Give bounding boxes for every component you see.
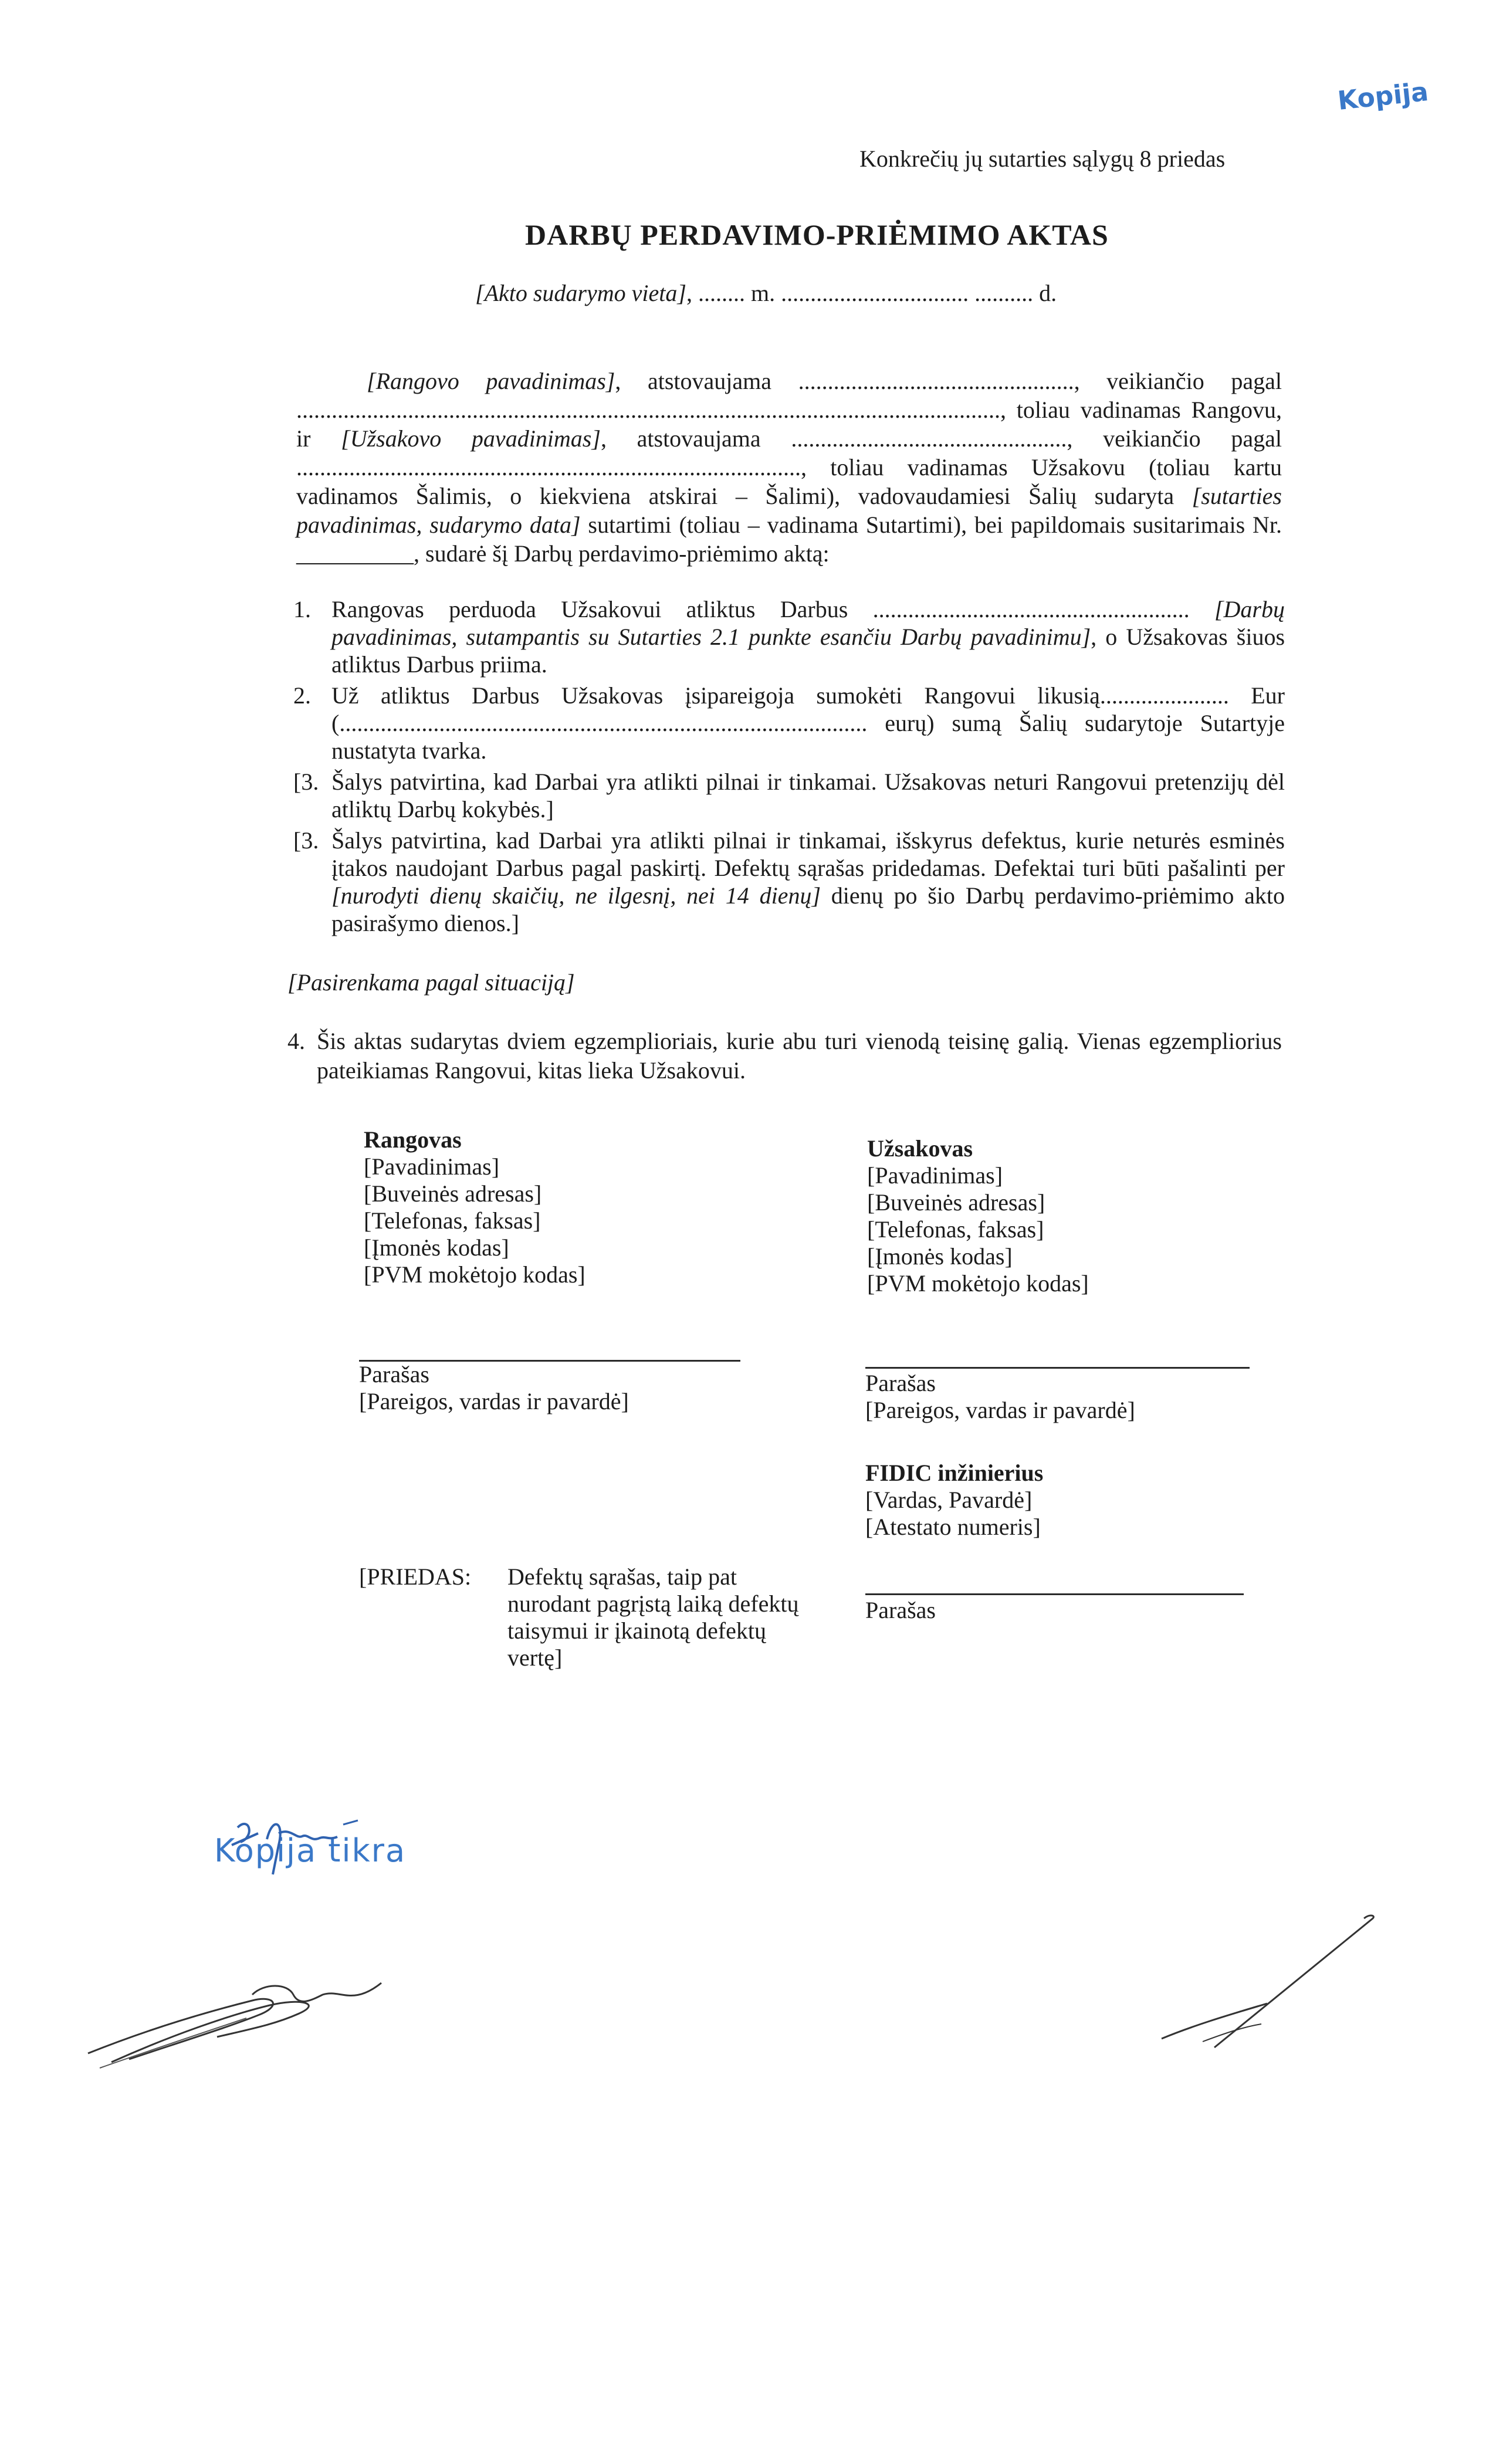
list-item [293,595,1285,678]
client-line: [Telefonas, faksas] [867,1216,1044,1243]
right-signature-icon [1144,1907,1390,2059]
client-heading: Užsakovas [867,1135,973,1162]
item-text: Šalys patvirtina, kad Darbai yra atlikti pilnai ir tinkamai. Užsakovas neturi Rangovui pretenzijų dėl atliktų Darbų kokybės.] [331,769,1285,823]
annex-line: vertę] [507,1644,563,1671]
item-text: Šis aktas sudarytas dviem egzemplioriais, kurie abu turi vienodą teisinę galią. Vienas egzempliorius pateikiamas Rangovui, kitas lieka Užsakovui. [317,1028,1282,1084]
place-date-line [475,279,1057,308]
client-line: [Buveinės adresas] [867,1189,1045,1216]
engineer-block [865,1460,1043,1541]
intro-text-3: sutartimi (toliau – vadinama Sutartimi), bei papildomais susitarimais Nr. __________, sudarė šį Darbų perdavimo-priėmimo aktą: [296,512,1282,567]
annex-text [507,1563,798,1671]
client-line: [PVM mokėtojo kodas] [867,1270,1089,1297]
engineer-line: [Atestato numeris] [865,1514,1041,1540]
initials-signature-icon [226,1810,390,1880]
choice-note: [Pasirenkama pagal situaciją] [287,969,575,996]
place-placeholder: [Akto sudarymo vieta] [475,280,686,306]
item-number: 1. [293,596,311,622]
item-text: Už atliktus Darbus Užsakovas įsipareigoja sumokėti Rangovui likusią...................... Eur (.......................................................................................... eurų) sumą Šalių sudarytoje Sutartyje nustatyta tvarka. [331,682,1285,764]
engineer-signature-line [865,1593,1244,1595]
final-item [287,1027,1282,1085]
signature-sub: [Pareigos, vardas ir pavardė] [865,1397,1135,1423]
item-number: 2. [293,682,311,709]
contractor-line: [Telefonas, faksas] [364,1207,541,1234]
intro-paragraph [296,367,1282,568]
document-title: DARBŲ PERDAVIMO-PRIĖMIMO AKTAS [525,218,1109,251]
copy-certified-stamp: Kopija tikra [214,1832,407,1869]
engineer-signature-label: Parašas [865,1597,936,1623]
client-signature [865,1370,1135,1424]
client-signature-line [865,1367,1250,1369]
item-text: Rangovas perduoda Užsakovui atliktus Darbus ...................................................... [331,596,1214,622]
client-placeholder: [Užsakovo pavadinimas] [341,425,601,452]
item-number: [3. [293,827,319,854]
annex-reference: Konkrečių jų sutarties sąlygų 8 priedas [859,145,1226,172]
contractor-line: [Įmonės kodas] [364,1234,509,1261]
item-number: [3. [293,769,319,795]
list-item [293,682,1285,764]
date-fields: , ........ m. ................................ .......... d. [686,280,1057,306]
annex-line: nurodant pagrįstą laiką defektų [507,1590,799,1617]
item-text: dienų po šio Darbų perdavimo-priėmimo akto pasirašymo dienos.] [331,882,1285,936]
client-line: [Įmonės kodas] [867,1243,1013,1270]
left-signature-icon [76,1959,405,2077]
annex-label: [PRIEDAS: [359,1563,472,1590]
list-item [293,827,1285,937]
copy-stamp: Kopija [1336,77,1430,116]
intro-text-2: , atstovaujama ..............................................., veikiančio pagal ......................................................................................, toliau vadinamas Užsakovu (toliau kartu vadinamos Šalimis, o kiekviena atskirai – Šalimi), vadovaudamiesi Šalių sudaryta [296,425,1282,509]
annex-line: Defektų sąrašas, taip pat [507,1563,737,1590]
contract-placeholder: [sutarties pavadinimas, sudarymo data] [296,483,1282,538]
contractor-placeholder: [Rangovo pavadinimas] [367,368,615,394]
contractor-line: [PVM mokėtojo kodas] [364,1261,585,1288]
contractor-block [364,1126,585,1288]
intro-text-1: , atstovaujama ..............................................., veikiančio pagal ........................................................................................................................, toliau vadinamas Rangovu, ir [296,368,1282,452]
contractor-line: [Pavadinimas] [364,1153,500,1180]
items-list [293,595,1285,940]
contractor-line: [Buveinės adresas] [364,1180,542,1207]
annex-line: taisymui ir įkainotą defektų [507,1617,766,1644]
client-line: [Pavadinimas] [867,1162,1003,1189]
contractor-signature [359,1361,629,1415]
signature-label: Parašas [865,1370,936,1396]
item-text: Šalys patvirtina, kad Darbai yra atlikti pilnai ir tinkamai, išskyrus defektus, kurie neturės esminės įtakos naudojant Darbus pagal paskirtį. Defektų sąrašas pridedamas. Defektai turi būti pašalinti per [331,827,1285,881]
list-item [293,768,1285,823]
contractor-heading: Rangovas [364,1126,462,1153]
engineer-heading: FIDIC inžinierius [865,1460,1044,1486]
client-block [867,1135,1089,1297]
item-placeholder: [Darbų pavadinimas, sutampantis su Sutarties 2.1 punkte esančiu Darbų pavadinimu] [331,596,1285,650]
signature-sub: [Pareigos, vardas ir pavardė] [359,1388,629,1414]
engineer-line: [Vardas, Pavardė] [865,1487,1033,1513]
item-placeholder: [nurodyti dienų skaičių, ne ilgesnį, nei 14 dienų] [331,882,821,909]
signature-label: Parašas [359,1361,429,1387]
item-number: 4. [287,1028,305,1054]
item-text: , o Užsakovas šiuos atliktus Darbus priima. [331,624,1285,678]
